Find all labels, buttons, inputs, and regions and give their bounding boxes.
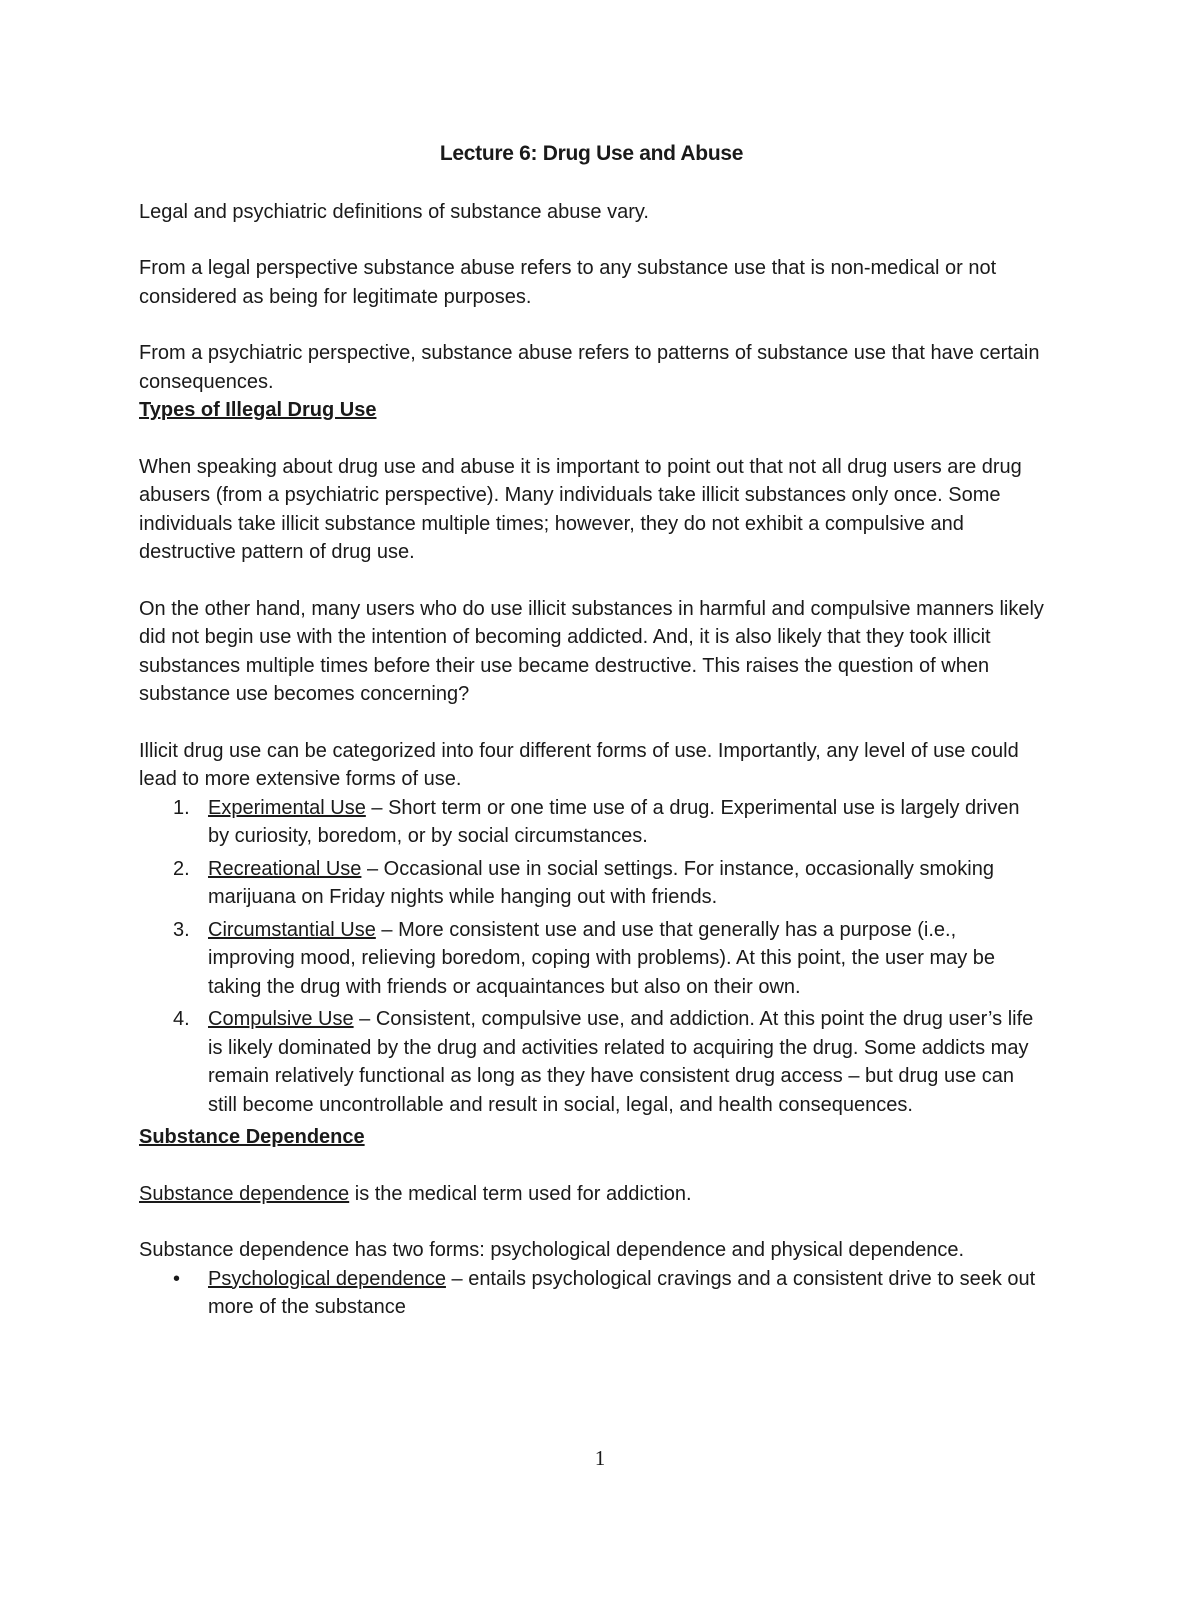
term-experimental-use: Experimental Use bbox=[208, 796, 366, 819]
use-types-list bbox=[139, 794, 1044, 1120]
types-paragraph-3: Illicit drug use can be categorized into four different forms of use. Importantly, any level of use could lead to more extensive forms of use. bbox=[139, 739, 1019, 790]
list-item-recreational bbox=[139, 855, 1044, 912]
intro-paragraph-3: From a psychiatric perspective, substance abuse refers to patterns of substance use that have certain consequences. bbox=[139, 342, 1040, 393]
list-number: 3. bbox=[173, 918, 190, 941]
list-item-experimental bbox=[139, 794, 1044, 851]
term-circumstantial-use: Circumstantial Use bbox=[208, 918, 376, 941]
page-number: 1 bbox=[594, 1446, 606, 1470]
term-substance-dependence: Substance dependence bbox=[139, 1182, 350, 1205]
types-paragraph-1: When speaking about drug use and abuse it is important to point out that not all drug users are drug abusers (from a psychiatric perspective). Many individuals take illicit substances only once. Some individuals take illicit substance multiple times; however, they do not exhibit a compulsive and destructive pattern of drug use. bbox=[139, 455, 1022, 563]
definition-text: is the medical term used for addiction. bbox=[349, 1182, 692, 1205]
list-item-text: – More consistent use and use that generally has a purpose (i.e., improving mood, relieving boredom, coping with problems). At this point, the user may be taking the drug with friends or acquaintances but also on their own. bbox=[208, 918, 996, 998]
list-item-text: – Consistent, compulsive use, and addiction. At this point the drug user’s life is likely dominated by the drug and activities related to acquiring the drug. Some addicts may remain relatively functional as long as they have consistent drug access – but drug use can still become uncontrollable and result in social, legal, and health consequences. bbox=[208, 1008, 1034, 1116]
list-item-circumstantial bbox=[139, 916, 1044, 1002]
term-psychological-dependence: Psychological dependence bbox=[208, 1267, 446, 1290]
list-item-text: – Short term or one time use of a drug. Experimental use is largely driven by curiosity, boredom, or by social circumstances. bbox=[208, 796, 1020, 847]
dependence-forms-paragraph: Substance dependence has two forms: psychological dependence and physical dependence. bbox=[139, 1239, 965, 1261]
intro-paragraph-2: From a legal perspective substance abuse refers to any substance use that is non-medical or not considered as being for legitimate purposes. bbox=[139, 257, 997, 308]
section-heading-types: Types of Illegal Drug Use bbox=[139, 399, 377, 421]
intro-paragraph-1: Legal and psychiatric definitions of substance abuse vary. bbox=[139, 200, 649, 223]
list-item-psychological bbox=[139, 1265, 1044, 1322]
list-item-text: – entails psychological cravings and a consistent drive to seek out more of the substance bbox=[208, 1267, 1036, 1318]
types-paragraph-2: On the other hand, many users who do use illicit substances in harmful and compulsive manners likely did not begin use with the intention of becoming addicted. And, it is also likely that they took illicit substances multiple times before their use became destructive. This raises the question of when substance use becomes concerning? bbox=[139, 597, 1044, 705]
list-item-compulsive bbox=[139, 1005, 1044, 1119]
bullet-icon: • bbox=[173, 1267, 181, 1290]
term-recreational-use: Recreational Use bbox=[208, 857, 362, 880]
section-heading-dependence: Substance Dependence bbox=[139, 1126, 365, 1148]
document-title: Lecture 6: Drug Use and Abuse bbox=[439, 142, 744, 165]
list-item-text: – Occasional use in social settings. For instance, occasionally smoking marijuana on Friday nights while hanging out with friends. bbox=[208, 857, 994, 908]
dependence-definition bbox=[139, 1180, 1044, 1209]
dependence-forms-list bbox=[139, 1265, 1044, 1322]
list-number: 4. bbox=[173, 1008, 190, 1030]
list-number: 1. bbox=[173, 796, 190, 819]
document-body bbox=[139, 140, 1044, 1322]
term-compulsive-use: Compulsive Use bbox=[208, 1008, 354, 1030]
list-number: 2. bbox=[173, 857, 190, 880]
